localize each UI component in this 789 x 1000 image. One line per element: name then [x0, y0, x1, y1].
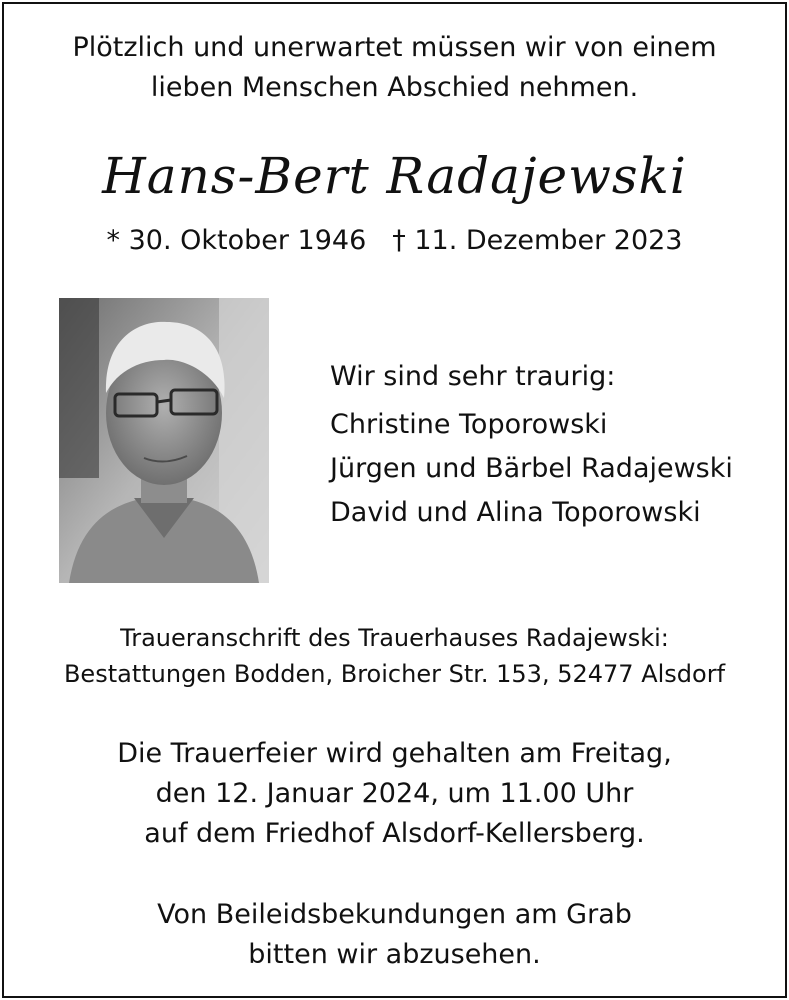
mourner-name: Jürgen und Bärbel Radajewski — [330, 453, 733, 484]
life-dates — [0, 222, 789, 260]
ceremony-line-3: auf dem Friedhof Alsdorf-Kellersberg. — [144, 818, 645, 849]
mourning-address — [0, 620, 789, 692]
intro-text — [0, 28, 789, 108]
portrait-photo — [59, 298, 269, 583]
closing-line-2: bitten wir abzusehen. — [248, 939, 541, 970]
address-line-1: Traueranschrift des Trauerhauses Radajewski: — [120, 624, 669, 652]
mourner-name: David und Alina Toporowski — [330, 497, 701, 528]
deceased-name: Hans-Bert Radajewski — [102, 147, 687, 205]
closing-note — [0, 895, 789, 975]
ceremony-line-1: Die Trauerfeier wird gehalten am Freitag, — [117, 738, 672, 769]
intro-line-2: lieben Menschen Abschied nehmen. — [150, 72, 639, 103]
ceremony-line-2: den 12. Januar 2024, um 11.00 Uhr — [155, 778, 634, 809]
intro-line-1: Plötzlich und unerwartet müssen wir von einem — [72, 32, 717, 63]
funeral-ceremony-info — [0, 734, 789, 854]
mourners-heading: Wir sind sehr traurig: — [330, 361, 616, 392]
death-date: † 11. Dezember 2023 — [392, 225, 683, 256]
mourner-name: Christine Toporowski — [330, 409, 608, 440]
birth-date: * 30. Oktober 1946 — [106, 225, 367, 256]
mourners-list — [330, 355, 733, 535]
address-line-2: Bestattungen Bodden, Broicher Str. 153, 52477 Alsdorf — [63, 660, 726, 688]
closing-line-1: Von Beileidsbekundungen am Grab — [157, 899, 632, 930]
